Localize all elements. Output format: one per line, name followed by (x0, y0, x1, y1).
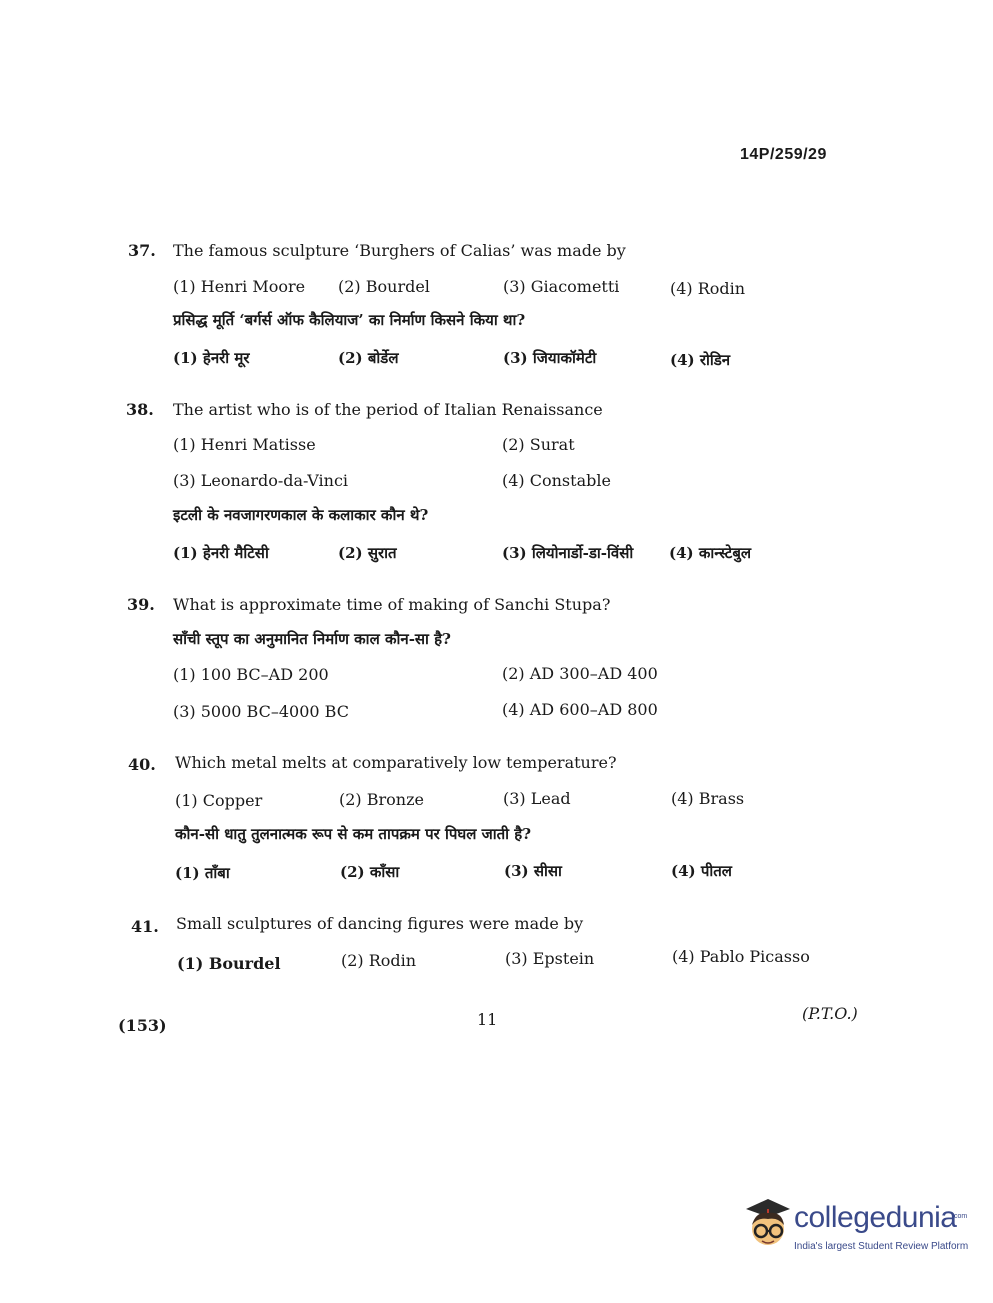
option: (3) Epstein (505, 949, 595, 968)
option-hindi: (3) सीसा (504, 862, 562, 880)
option-hindi: (3) जियाकॉमेटी (503, 349, 597, 367)
option: (4) Brass (671, 789, 745, 808)
question-number: 40. (128, 755, 156, 774)
question-number: 39. (127, 595, 155, 614)
option: (3) Lead (503, 789, 571, 808)
option: (4) Constable (502, 471, 611, 490)
option-hindi: (2) बोर्डेल (338, 349, 399, 367)
option: (1) 100 BC–AD 200 (173, 665, 329, 684)
option-hindi: (3) लियोनार्डो-डा-विंसी (502, 544, 634, 562)
option: (2) Bronze (339, 790, 424, 809)
question-number: 38. (126, 400, 154, 419)
option-hindi: (2) सुरात (338, 544, 397, 562)
page-number: 11 (477, 1010, 498, 1029)
question-text: What is approximate time of making of Sanchi Stupa? (173, 595, 611, 614)
question-text: Which metal melts at comparatively low temperature? (175, 753, 617, 772)
option-hindi: (1) हेनरी मूर (173, 349, 250, 367)
logo-domain: .com (952, 1213, 968, 1220)
question-text: Small sculptures of dancing figures were made by (176, 914, 584, 933)
question-text-hindi: इटली के नवजागरणकाल के कलाकार कौन थे? (173, 506, 429, 524)
option-hindi: (1) ताँबा (175, 864, 230, 882)
option: (3) Giacometti (503, 277, 620, 296)
collegedunia-logo (738, 1195, 968, 1265)
option: (4) Pablo Picasso (672, 947, 810, 966)
option: (1) Copper (175, 791, 263, 810)
option: (4) AD 600–AD 800 (502, 700, 658, 719)
option: (1) Bourdel (177, 954, 281, 973)
option: (3) 5000 BC–4000 BC (173, 702, 349, 721)
booklet-code: (153) (118, 1016, 167, 1035)
question-text: The artist who is of the period of Italian Renaissance (173, 400, 603, 419)
question-text: The famous sculpture ‘Burghers of Calias’ was made by (173, 241, 626, 260)
mascot-icon (738, 1195, 794, 1257)
option-hindi: (4) रोडिन (670, 351, 731, 369)
question-number: 37. (128, 241, 156, 260)
paper-code: 14P/259/29 (740, 146, 827, 163)
option-hindi: (4) पीतल (671, 862, 732, 880)
option: (2) Bourdel (338, 277, 430, 296)
logo-tagline: India's largest Student Review Platform (794, 1241, 969, 1252)
question-text-hindi: साँची स्तूप का अनुमानित निर्माण काल कौन-सा है? (173, 630, 451, 648)
option-hindi: (2) काँसा (340, 863, 400, 881)
option: (2) Surat (502, 435, 575, 454)
option: (2) AD 300–AD 400 (502, 664, 658, 683)
option: (4) Rodin (670, 279, 746, 298)
question-text-hindi: प्रसिद्ध मूर्ति ‘बर्गर्स ऑफ कैलियाज’ का निर्माण किसने किया था? (173, 311, 526, 329)
pto-label: (P.T.O.) (802, 1004, 858, 1023)
option: (1) Henri Matisse (173, 435, 316, 454)
option: (3) Leonardo-da-Vinci (173, 471, 349, 490)
logo-wordmark: collegedunia (794, 1201, 957, 1234)
option-hindi: (4) कान्स्टेबुल (669, 544, 752, 562)
option-hindi: (1) हेनरी मैटिसी (173, 544, 269, 562)
option: (1) Henri Moore (173, 277, 306, 296)
question-number: 41. (131, 917, 159, 936)
question-text-hindi: कौन-सी धातु तुलनात्मक रूप से कम तापक्रम पर पिघल जाती है? (175, 825, 532, 843)
option: (2) Rodin (341, 951, 417, 970)
